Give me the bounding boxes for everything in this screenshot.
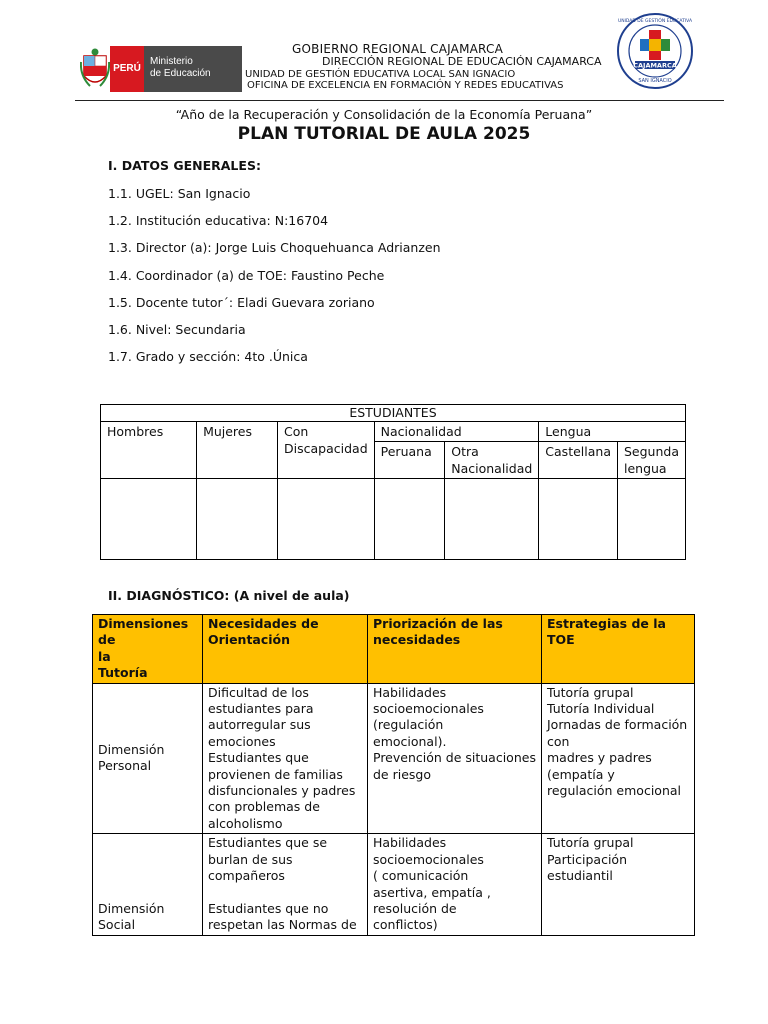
office-title: OFICINA DE EXCELENCIA EN FORMACIÓN Y REDES EDUCATIVAS (247, 80, 564, 91)
needs-line: Estudiantes que (208, 750, 309, 766)
header-strategies (542, 615, 695, 684)
needs-line: alcoholismo (208, 815, 283, 831)
cell-men[interactable] (101, 479, 197, 560)
header-needs (203, 615, 368, 684)
ministry-label (150, 56, 211, 80)
year-motto: “Año de la Recuperación y Consolidación de la Economía Peruana” (175, 107, 593, 122)
priority-line: de riesgo (373, 766, 431, 782)
needs-line: con problemas de (208, 799, 320, 815)
priority-line: (regulación (373, 717, 444, 733)
diagnostic-row-personal (93, 683, 695, 834)
priority-line: Habilidades (373, 684, 447, 700)
priority-line: socioemocionales (373, 851, 484, 867)
col-other-nationality: Otra Nacionalidad (445, 442, 539, 479)
header-strategies-line: Estrategias de la TOE (547, 616, 666, 648)
priority-personal (368, 683, 542, 834)
col-women: Mujeres (197, 422, 278, 479)
diagnostic-header-row (93, 615, 695, 684)
ministry-line-2: de Educación (150, 68, 211, 79)
header-divider (75, 100, 724, 101)
diagnostic-row-social (93, 834, 695, 935)
strategy-line: Jornadas de formación (547, 717, 688, 733)
cell-second-language[interactable] (617, 479, 685, 560)
svg-text:SAN IGNACIO: SAN IGNACIO (638, 78, 672, 84)
students-table (100, 404, 686, 560)
students-table-title: ESTUDIANTES (101, 405, 686, 422)
cell-disability[interactable] (278, 479, 375, 560)
dimension-line: Personal (98, 758, 152, 774)
general-item-level: 1.6. Nivel: Secundaria (108, 322, 246, 337)
needs-line: autorregular sus (208, 717, 311, 733)
needs-line: disfuncionales y padres (208, 783, 356, 799)
ministry-line-1: Ministerio (150, 56, 193, 67)
header-priority-line: necesidades (373, 632, 461, 648)
priority-line: Prevención de situaciones (373, 750, 536, 766)
col-language: Lengua (539, 422, 686, 442)
header-priority-line: Priorización de las (373, 616, 503, 631)
col-men: Hombres (101, 422, 197, 479)
priority-line: Habilidades (373, 835, 447, 851)
ministry-logo (80, 46, 244, 92)
strategies-personal (542, 683, 695, 834)
needs-line: Dificultad de los (208, 684, 309, 700)
general-item-coordinator: 1.4. Coordinador (a) de TOE: Faustino Peche (108, 268, 385, 283)
general-item-ugel: 1.1. UGEL: San Ignacio (108, 186, 251, 201)
general-item-tutor: 1.5. Docente tutor´: Eladi Guevara zoriano (108, 295, 375, 310)
strategy-line: Tutoría grupal (547, 684, 634, 700)
regional-government-title: GOBIERNO REGIONAL CAJAMARCA (292, 42, 503, 56)
dimension-social (93, 834, 203, 935)
cell-peruvian[interactable] (374, 479, 445, 560)
peru-coat-of-arms-icon (80, 46, 110, 92)
ugel-seal-icon (616, 12, 694, 90)
priority-line: conflictos) (373, 917, 438, 933)
ugel-title: UNIDAD DE GESTIÓN EDUCATIVA LOCAL SAN IGNACIO (245, 69, 516, 80)
peru-label: PERÚ (110, 46, 144, 92)
general-item-grade: 1.7. Grado y sección: 4to .Única (108, 349, 308, 364)
diagnostic-table (92, 614, 695, 936)
strategy-line: Tutoría grupal (547, 835, 634, 851)
dimension-line: Dimensión (98, 742, 165, 758)
col-spanish: Castellana (539, 442, 618, 479)
priority-line: socioemocionales (373, 701, 484, 717)
strategy-line: con (547, 733, 570, 749)
col-second-language: Segunda lengua (617, 442, 685, 479)
needs-line: Estudiantes que no (208, 900, 329, 916)
regional-direction-title: DIRECCIÓN REGIONAL DE EDUCACIÓN CAJAMARCA (322, 55, 602, 68)
dimension-line: Dimensión (98, 900, 165, 916)
cell-women[interactable] (197, 479, 278, 560)
priority-line: resolución de (373, 900, 457, 916)
cell-other-nationality[interactable] (445, 479, 539, 560)
needs-line: Estudiantes que se (208, 835, 328, 851)
svg-text:CAJAMARCA: CAJAMARCA (633, 61, 677, 70)
priority-social (368, 834, 542, 935)
needs-line: respetan las Normas de (208, 917, 357, 933)
header-needs-line: Necesidades de (208, 616, 319, 631)
plan-title: PLAN TUTORIAL DE AULA 2025 (237, 124, 531, 144)
needs-social (203, 834, 368, 935)
strategy-line: madres y padres (547, 750, 652, 766)
strategy-line: Tutoría Individual (547, 701, 655, 717)
diagnostic-heading: II. DIAGNÓSTICO: (A nivel de aula) (108, 588, 350, 603)
general-item-director: 1.3. Director (a): Jorge Luis Choquehuanca Adrianzen (108, 240, 441, 255)
header-dimensions-line: la (98, 648, 111, 664)
dimension-personal (93, 683, 203, 834)
strategy-line: (empatía y (547, 766, 615, 782)
needs-personal (203, 683, 368, 834)
header-dimensions (93, 615, 203, 684)
dimension-line: Social (98, 917, 136, 933)
needs-line: estudiantes para (208, 701, 314, 717)
strategy-line: Participación estudiantil (547, 851, 628, 884)
priority-line: asertiva, empatía , (373, 884, 491, 900)
strategy-line: regulación emocional (547, 783, 681, 799)
header-dimensions-line: Tutoría (98, 665, 148, 681)
general-item-institution: 1.2. Institución educativa: N:16704 (108, 213, 329, 228)
svg-text:UNIDAD DE GESTIÓN EDUCATIVA: UNIDAD DE GESTIÓN EDUCATIVA (617, 19, 693, 24)
document-header (0, 0, 768, 104)
needs-line: compañeros (208, 868, 285, 884)
col-peruvian: Peruana (374, 442, 445, 479)
col-nationality: Nacionalidad (374, 422, 539, 442)
needs-line: burlan de sus (208, 851, 293, 867)
header-needs-line: Orientación (208, 632, 291, 648)
priority-line: emocional). (373, 733, 447, 749)
general-data-heading: I. DATOS GENERALES: (108, 158, 261, 173)
students-data-row (101, 479, 686, 560)
col-disability: Con Discapacidad (278, 422, 375, 479)
needs-line: emociones (208, 733, 276, 749)
strategies-social (542, 834, 695, 935)
ministry-badge (110, 46, 242, 92)
needs-line (208, 885, 212, 900)
header-priority (368, 615, 542, 684)
header-dimensions-line: Dimensiones de (98, 616, 189, 648)
needs-line: provienen de familias (208, 766, 343, 782)
priority-line: ( comunicación (373, 868, 469, 884)
cell-spanish[interactable] (539, 479, 618, 560)
